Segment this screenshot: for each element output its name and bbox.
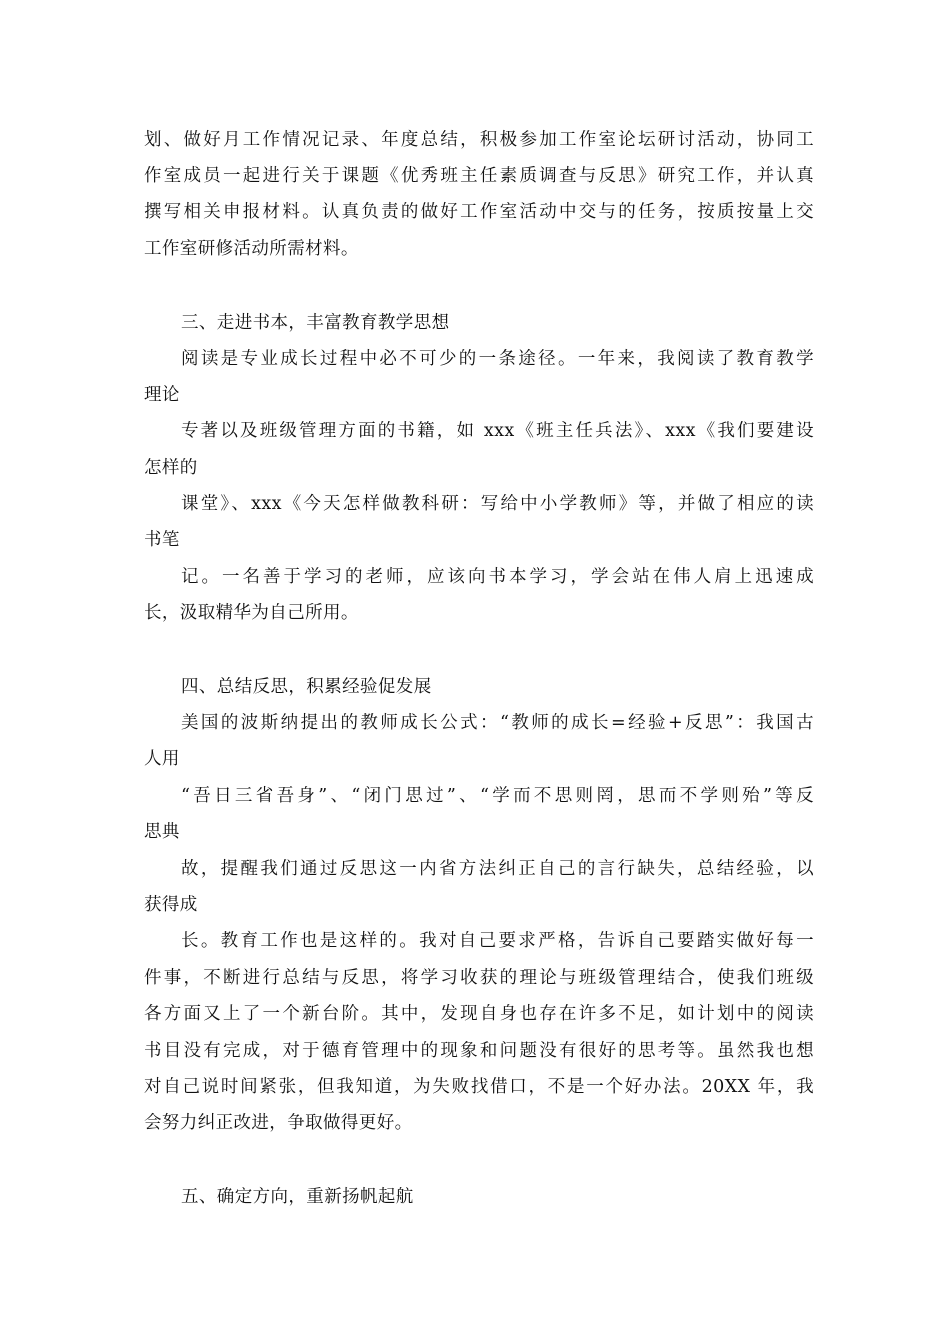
section-heading: 三、走进书本，丰富教育教学思想	[181, 313, 450, 333]
text-line: 获得成	[144, 895, 198, 915]
text-line: 长，汲取精华为自己所用。	[144, 603, 359, 623]
text-line: 美国的波斯纳提出的教师成长公式：“教师的成长=经验+反思”：我国古	[181, 713, 814, 733]
text-line: 专著以及班级管理方面的书籍，如 xxx《班主任兵法》、xxx《我们要建设	[181, 421, 814, 441]
text-line: 撰写相关申报材料。认真负责的做好工作室活动中交与的任务，按质按量上交	[144, 202, 814, 222]
text-line: 对自己说时间紧张，但我知道，为失败找借口，不是一个好办法。20XX 年，我	[144, 1077, 814, 1097]
text-line: 件事，不断进行总结与反思，将学习收获的理论与班级管理结合，使我们班级	[144, 968, 814, 988]
text-line: 思典	[144, 822, 180, 842]
text-line: 课堂》、xxx《今天怎样做教科研：写给中小学教师》等，并做了相应的读	[181, 494, 814, 514]
text-line: “吾日三省吾身”、“闭门思过”、“学而不思则罔，思而不学则殆”等反	[181, 786, 814, 806]
text-line: 工作室研修活动所需材料。	[144, 239, 359, 259]
text-line: 记。一名善于学习的老师，应该向书本学习，学会站在伟人肩上迅速成	[181, 567, 814, 587]
text-line: 书笔	[144, 530, 180, 550]
text-line: 人用	[144, 749, 180, 769]
text-line: 理论	[144, 385, 180, 405]
text-line: 作室成员一起进行关于课题《优秀班主任素质调查与反思》研究工作，并认真	[144, 166, 814, 186]
section-heading: 五、确定方向，重新扬帆起航	[181, 1187, 414, 1207]
text-line: 会努力纠正改进，争取做得更好。	[144, 1113, 413, 1133]
text-line: 各方面又上了一个新台阶。其中，发现自身也存在许多不足，如计划中的阅读	[144, 1004, 814, 1024]
text-line: 怎样的	[144, 458, 198, 478]
text-line: 长。教育工作也是这样的。我对自己要求严格，告诉自己要踏实做好每一	[181, 931, 814, 951]
text-line: 阅读是专业成长过程中必不可少的一条途径。一年来，我阅读了教育教学	[181, 349, 814, 369]
text-line: 故，提醒我们通过反思这一内省方法纠正自己的言行缺失，总结经验，以	[181, 859, 814, 879]
section-heading: 四、总结反思，积累经验促发展	[181, 677, 432, 697]
text-line: 书目没有完成，对于德育管理中的现象和问题没有很好的思考等。虽然我也想	[144, 1041, 814, 1061]
text-line: 划、做好月工作情况记录、年度总结，积极参加工作室论坛研讨活动，协同工	[144, 130, 814, 150]
